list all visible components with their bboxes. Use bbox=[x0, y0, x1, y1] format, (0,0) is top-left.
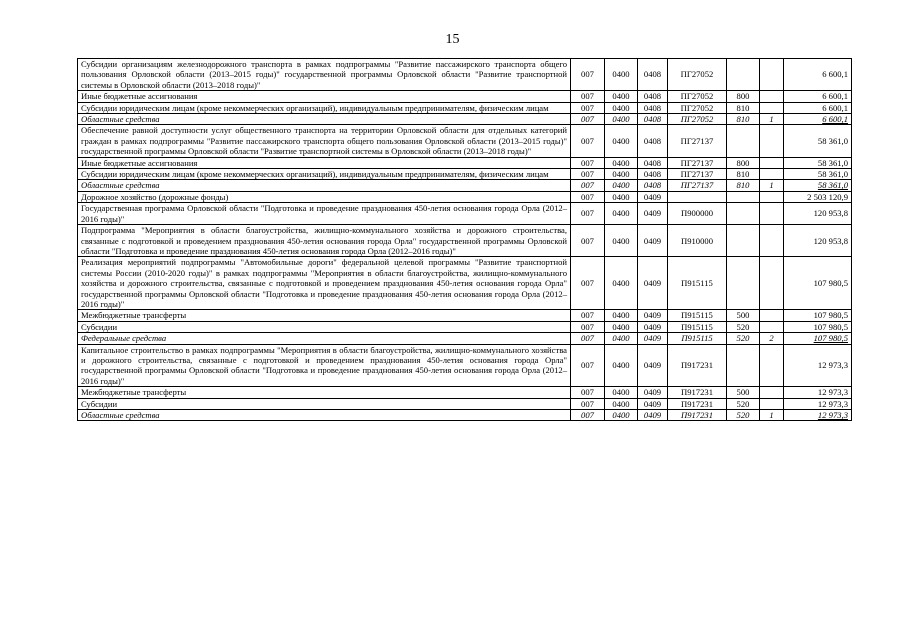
row-section-code: 0400 bbox=[605, 191, 638, 202]
table-row bbox=[78, 91, 852, 102]
table-row bbox=[78, 114, 852, 125]
row-description: Субсидии юридическим лицам (кроме некоммерческих организаций), индивидуальным предпринимателям, физическим лицам bbox=[78, 169, 571, 180]
row-grbs-code: 007 bbox=[571, 59, 605, 91]
row-grbs-code: 007 bbox=[571, 310, 605, 321]
row-amount: 12 973,3 bbox=[784, 398, 852, 409]
row-target-article-code: ПГ27137 bbox=[668, 180, 727, 191]
row-subsection-code: 0408 bbox=[638, 102, 668, 113]
row-subsection-code: 0408 bbox=[638, 157, 668, 168]
row-section-code: 0400 bbox=[605, 203, 638, 225]
row-description: Межбюджетные трансферты bbox=[78, 387, 571, 398]
row-funding-source-code: 1 bbox=[760, 180, 784, 191]
row-target-article-code: П917231 bbox=[668, 344, 727, 387]
row-amount: 120 953,8 bbox=[784, 203, 852, 225]
row-target-article-code: П915115 bbox=[668, 333, 727, 344]
row-target-article-code: П917231 bbox=[668, 410, 727, 421]
row-description: Иные бюджетные ассигнования bbox=[78, 157, 571, 168]
row-amount: 107 980,5 bbox=[784, 310, 852, 321]
row-funding-source-code bbox=[760, 91, 784, 102]
row-amount: 12 973,3 bbox=[784, 344, 852, 387]
row-expense-type-code: 810 bbox=[727, 102, 760, 113]
row-subsection-code: 0408 bbox=[638, 59, 668, 91]
row-amount: 107 980,5 bbox=[784, 321, 852, 332]
row-target-article-code: ПГ27052 bbox=[668, 114, 727, 125]
table-row bbox=[78, 321, 852, 332]
row-grbs-code: 007 bbox=[571, 91, 605, 102]
table-row bbox=[78, 225, 852, 257]
table-row bbox=[78, 398, 852, 409]
row-expense-type-code: 500 bbox=[727, 387, 760, 398]
row-description: Подпрограмма "Мероприятия в области благоустройства, жилищно-коммунального хозяйства и дорожного строительства, связанные с подготовкой и проведением празднования 450-летия основания города Орла" государственной программы Орловской области "Подготовка и проведение празднования 450-летия основания города Орла (2012–2016 годы)" bbox=[78, 225, 571, 257]
row-funding-source-code bbox=[760, 310, 784, 321]
row-amount: 58 361,0 bbox=[784, 125, 852, 157]
row-grbs-code: 007 bbox=[571, 410, 605, 421]
row-subsection-code: 0409 bbox=[638, 410, 668, 421]
row-subsection-code: 0409 bbox=[638, 387, 668, 398]
row-expense-type-code: 800 bbox=[727, 157, 760, 168]
row-subsection-code: 0409 bbox=[638, 257, 668, 310]
row-amount: 6 600,1 bbox=[784, 59, 852, 91]
row-amount: 120 953,8 bbox=[784, 225, 852, 257]
row-grbs-code: 007 bbox=[571, 344, 605, 387]
row-grbs-code: 007 bbox=[571, 102, 605, 113]
row-expense-type-code: 500 bbox=[727, 310, 760, 321]
row-funding-source-code bbox=[760, 191, 784, 202]
table-row bbox=[78, 203, 852, 225]
row-target-article-code: ПГ27052 bbox=[668, 91, 727, 102]
row-amount: 107 980,5 bbox=[784, 333, 852, 344]
row-subsection-code: 0408 bbox=[638, 114, 668, 125]
row-expense-type-code bbox=[727, 59, 760, 91]
row-target-article-code: П915115 bbox=[668, 310, 727, 321]
row-description: Дорожное хозяйство (дорожные фонды) bbox=[78, 191, 571, 202]
row-expense-type-code bbox=[727, 191, 760, 202]
row-description: Областные средства bbox=[78, 410, 571, 421]
table-row bbox=[78, 410, 852, 421]
row-description: Капитальное строительство в рамках подпрограммы "Мероприятия в области благоустройства, жилищно-коммунального хозяйства и дорожного строительства, связанные с подготовкой и проведением празднования 450-летия основания города Орла" государственной программы Орловской области "Подготовка и проведение празднования 450-летия основания города Орла (2012–2016 годы)" bbox=[78, 344, 571, 387]
row-subsection-code: 0409 bbox=[638, 225, 668, 257]
budget-table-body bbox=[78, 59, 852, 421]
row-description: Государственная программа Орловской области "Подготовка и проведение празднования 450-летия основания города Орла (2012–2016 годы)" bbox=[78, 203, 571, 225]
row-subsection-code: 0409 bbox=[638, 321, 668, 332]
row-funding-source-code bbox=[760, 225, 784, 257]
row-amount: 6 600,1 bbox=[784, 91, 852, 102]
row-subsection-code: 0409 bbox=[638, 191, 668, 202]
row-section-code: 0400 bbox=[605, 157, 638, 168]
row-expense-type-code bbox=[727, 125, 760, 157]
row-grbs-code: 007 bbox=[571, 114, 605, 125]
row-description: Субсидии bbox=[78, 321, 571, 332]
row-grbs-code: 007 bbox=[571, 191, 605, 202]
row-funding-source-code bbox=[760, 203, 784, 225]
row-target-article-code: П917231 bbox=[668, 387, 727, 398]
row-amount: 58 361,0 bbox=[784, 169, 852, 180]
row-funding-source-code bbox=[760, 125, 784, 157]
row-funding-source-code bbox=[760, 257, 784, 310]
row-section-code: 0400 bbox=[605, 333, 638, 344]
row-description: Областные средства bbox=[78, 180, 571, 191]
row-grbs-code: 007 bbox=[571, 157, 605, 168]
row-target-article-code: ПГ27137 bbox=[668, 157, 727, 168]
row-description: Субсидии организациям железнодорожного транспорта в рамках подпрограммы "Развитие пассажирского транспорта общего пользования Орловской области (2013–2015 годы)" государственной программы Орловской области "Развитие транспортной системы в Орловской области (2013–2018 годы)" bbox=[78, 59, 571, 91]
row-funding-source-code bbox=[760, 398, 784, 409]
row-expense-type-code bbox=[727, 257, 760, 310]
row-expense-type-code: 520 bbox=[727, 321, 760, 332]
row-grbs-code: 007 bbox=[571, 203, 605, 225]
row-target-article-code: П915115 bbox=[668, 257, 727, 310]
row-subsection-code: 0408 bbox=[638, 91, 668, 102]
row-subsection-code: 0409 bbox=[638, 333, 668, 344]
row-grbs-code: 007 bbox=[571, 125, 605, 157]
row-target-article-code: П900000 bbox=[668, 203, 727, 225]
row-section-code: 0400 bbox=[605, 387, 638, 398]
row-section-code: 0400 bbox=[605, 59, 638, 91]
row-grbs-code: 007 bbox=[571, 257, 605, 310]
row-section-code: 0400 bbox=[605, 344, 638, 387]
row-description: Субсидии bbox=[78, 398, 571, 409]
row-expense-type-code: 520 bbox=[727, 398, 760, 409]
row-funding-source-code bbox=[760, 157, 784, 168]
row-target-article-code: П910000 bbox=[668, 225, 727, 257]
row-amount: 107 980,5 bbox=[784, 257, 852, 310]
row-section-code: 0400 bbox=[605, 114, 638, 125]
row-expense-type-code: 520 bbox=[727, 333, 760, 344]
row-target-article-code: П917231 bbox=[668, 398, 727, 409]
row-funding-source-code: 2 bbox=[760, 333, 784, 344]
row-subsection-code: 0409 bbox=[638, 398, 668, 409]
row-grbs-code: 007 bbox=[571, 333, 605, 344]
row-amount: 58 361,0 bbox=[784, 157, 852, 168]
table-row bbox=[78, 310, 852, 321]
row-expense-type-code bbox=[727, 225, 760, 257]
row-subsection-code: 0409 bbox=[638, 344, 668, 387]
row-description: Реализация мероприятий подпрограммы "Автомобильные дороги" федеральной целевой программы "Развитие транспортной системы России (2010-2020 годы)" в рамках подпрограммы "Мероприятия в области благоустройства, жилищно-коммунального хозяйства и дорожного строительства, связанные с подготовкой и проведением празднования 450-летия основания города Орла" государственной программы Орловской области "Подготовка и проведение празднования 450-летия основания города Орла (2012–2016 годы)" bbox=[78, 257, 571, 310]
row-section-code: 0400 bbox=[605, 125, 638, 157]
row-section-code: 0400 bbox=[605, 310, 638, 321]
row-section-code: 0400 bbox=[605, 398, 638, 409]
table-row bbox=[78, 102, 852, 113]
row-expense-type-code: 810 bbox=[727, 114, 760, 125]
row-funding-source-code: 1 bbox=[760, 410, 784, 421]
table-row bbox=[78, 169, 852, 180]
row-target-article-code: ПГ27052 bbox=[668, 102, 727, 113]
row-grbs-code: 007 bbox=[571, 387, 605, 398]
row-grbs-code: 007 bbox=[571, 169, 605, 180]
row-grbs-code: 007 bbox=[571, 180, 605, 191]
row-description: Межбюджетные трансферты bbox=[78, 310, 571, 321]
row-target-article-code: ПГ27137 bbox=[668, 125, 727, 157]
row-section-code: 0400 bbox=[605, 410, 638, 421]
row-amount: 2 503 120,9 bbox=[784, 191, 852, 202]
row-amount: 6 600,1 bbox=[784, 114, 852, 125]
row-subsection-code: 0409 bbox=[638, 203, 668, 225]
row-section-code: 0400 bbox=[605, 102, 638, 113]
row-section-code: 0400 bbox=[605, 225, 638, 257]
row-expense-type-code: 810 bbox=[727, 169, 760, 180]
row-funding-source-code bbox=[760, 387, 784, 398]
row-expense-type-code: 810 bbox=[727, 180, 760, 191]
table-row bbox=[78, 333, 852, 344]
row-subsection-code: 0408 bbox=[638, 125, 668, 157]
row-expense-type-code bbox=[727, 344, 760, 387]
row-section-code: 0400 bbox=[605, 321, 638, 332]
table-row bbox=[78, 180, 852, 191]
row-expense-type-code: 800 bbox=[727, 91, 760, 102]
budget-table bbox=[77, 58, 852, 421]
row-description: Субсидии юридическим лицам (кроме некоммерческих организаций), индивидуальным предпринимателям, физическим лицам bbox=[78, 102, 571, 113]
row-section-code: 0400 bbox=[605, 169, 638, 180]
row-funding-source-code bbox=[760, 344, 784, 387]
row-amount: 58 361,0 bbox=[784, 180, 852, 191]
row-expense-type-code: 520 bbox=[727, 410, 760, 421]
row-amount: 12 973,3 bbox=[784, 410, 852, 421]
row-target-article-code: ПГ27137 bbox=[668, 169, 727, 180]
row-target-article-code: П915115 bbox=[668, 321, 727, 332]
row-funding-source-code: 1 bbox=[760, 114, 784, 125]
row-funding-source-code bbox=[760, 321, 784, 332]
row-section-code: 0400 bbox=[605, 91, 638, 102]
row-funding-source-code bbox=[760, 59, 784, 91]
row-section-code: 0400 bbox=[605, 180, 638, 191]
table-row bbox=[78, 344, 852, 387]
row-description: Иные бюджетные ассигнования bbox=[78, 91, 571, 102]
row-target-article-code bbox=[668, 191, 727, 202]
row-description: Областные средства bbox=[78, 114, 571, 125]
row-funding-source-code bbox=[760, 169, 784, 180]
row-expense-type-code bbox=[727, 203, 760, 225]
row-amount: 12 973,3 bbox=[784, 387, 852, 398]
table-row bbox=[78, 387, 852, 398]
row-funding-source-code bbox=[760, 102, 784, 113]
row-subsection-code: 0408 bbox=[638, 180, 668, 191]
page-number: 15 bbox=[445, 32, 460, 47]
table-row bbox=[78, 157, 852, 168]
row-grbs-code: 007 bbox=[571, 321, 605, 332]
row-subsection-code: 0409 bbox=[638, 310, 668, 321]
row-grbs-code: 007 bbox=[571, 398, 605, 409]
table-row bbox=[78, 59, 852, 91]
row-description: Федеральные средства bbox=[78, 333, 571, 344]
row-target-article-code: ПГ27052 bbox=[668, 59, 727, 91]
row-section-code: 0400 bbox=[605, 257, 638, 310]
table-row bbox=[78, 257, 852, 310]
row-grbs-code: 007 bbox=[571, 225, 605, 257]
row-subsection-code: 0408 bbox=[638, 169, 668, 180]
table-row bbox=[78, 191, 852, 202]
row-description: Обеспечение равной доступности услуг общественного транспорта на территории Орловской области для отдельных категорий граждан в рамках подпрограммы "Развитие пассажирского транспорта общего пользования Орловской области (2013–2015 годы)" государственной программы Орловской области "Развитие транспортной системы в Орловской области (2013–2018 годы)" bbox=[78, 125, 571, 157]
table-row bbox=[78, 125, 852, 157]
row-amount: 6 600,1 bbox=[784, 102, 852, 113]
